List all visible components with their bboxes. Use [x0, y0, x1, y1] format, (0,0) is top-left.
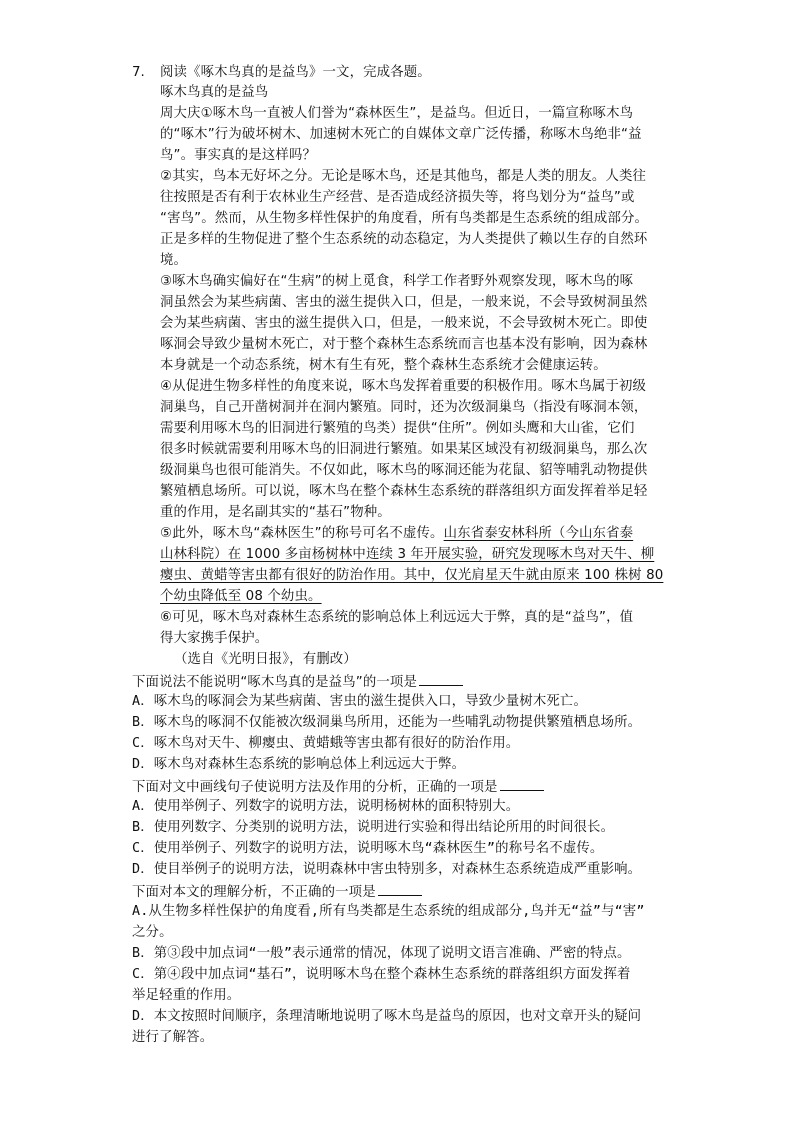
- answer-blank[interactable]: [378, 881, 422, 896]
- option-b[interactable]: B．使用列数字、分类别的说明方法，说明进行实验和得出结论所用的时间很长。: [132, 820, 615, 835]
- article-line: 洞虽然会为某些病菌、害虫的滋生提供入口，但是，一般来说，不会导致树洞虽然: [160, 295, 648, 310]
- article-line: “害鸟”。然而，从生物多样性保护的角度看，所有鸟类都是生态系统的组成部分。: [160, 211, 649, 226]
- underlined-sentence: 瘿虫、黄蜡等害虫都有很好的防治作用。其中，仅光肩星天牛就由原来 100 株树 80: [160, 568, 664, 583]
- article-line: 的“啄木”行为破坏树木、加速树木死亡的自媒体文章广泛传播，称啄木鸟绝非“益: [160, 127, 642, 142]
- article-line: 得大家携手保护。: [160, 631, 269, 646]
- article-line: 啄洞会导致少量树木死亡，对于整个森林生态系统而言也基本没有影响，因为森林: [160, 337, 648, 352]
- underlined-sentence: 山东省泰安林科所（今山东省泰: [443, 526, 634, 541]
- underlined-sentence: 山林科院）在 1000 多亩杨树林中连续 3 年开展实验，研究发现啄木鸟对天牛、柳: [160, 547, 655, 562]
- question-number: 7.: [132, 65, 145, 80]
- underlined-sentence: 个幼虫降低至 08 个幼虫。: [160, 589, 322, 604]
- article-line: 鸟”。事实真的是这样吗？: [160, 148, 317, 163]
- option-c-continued: 举足轻重的作用。: [132, 988, 241, 1003]
- option-a[interactable]: A．啄木鸟的啄洞会为某些病菌、害虫的滋生提供入口，导致少量树木死亡。: [132, 694, 588, 709]
- option-d[interactable]: D．本文按照时间顺序，条理清晰地说明了啄木鸟是益鸟的原因，也对文章开头的疑问: [132, 1009, 642, 1024]
- article-line: 周大庆①啄木鸟一直被人们誉为“森林医生”，是益鸟。但近日，一篇宣称啄木鸟: [160, 106, 634, 121]
- answer-blank[interactable]: [419, 671, 463, 686]
- option-b[interactable]: B．啄木鸟的啄洞不仅能被次级洞巢鸟所用，还能为一些哺乳动物提供繁殖栖息场所。: [132, 715, 642, 730]
- article-source: （选自《光明日报》，有删改）: [174, 652, 357, 667]
- option-c[interactable]: C．啄木鸟对天牛、柳瘿虫、黄蜡蛾等害虫都有很好的防治作用。: [132, 736, 520, 751]
- article-line: 会为某些病菌、害虫的滋生提供入口，但是，一般来说，不会导致树木死亡。即使: [160, 316, 648, 331]
- option-c[interactable]: C．第④段中加点词“基石”，说明啄木鸟在整个森林生态系统的群落组织方面发挥着: [132, 967, 631, 982]
- option-d-continued: 进行了解答。: [132, 1030, 214, 1045]
- sub-question-stem: 下面对文中画线句子使说明方法及作用的分析，正确的一项是: [132, 776, 544, 798]
- option-a-continued: 之分。: [132, 925, 173, 940]
- article-line: 繁殖栖息场所。可以说，啄木鸟在整个森林生态系统的群落组织方面发挥着举足轻: [160, 484, 648, 499]
- option-a[interactable]: A.从生物多样性保护的角度看,所有鸟类都是生态系统的组成部分,鸟并无“益”与“害”: [132, 904, 645, 919]
- article-line: ⑥可见，啄木鸟对森林生态系统的影响总体上利远远大于弊，真的是“益鸟”，值: [160, 610, 634, 625]
- question-intro: 阅读《啄木鸟真的是益鸟》一文，完成各题。: [160, 65, 431, 80]
- article-title: 啄木鸟真的是益鸟: [160, 85, 269, 100]
- option-b[interactable]: B．第③段中加点词“一般”表示通常的情况，体现了说明文语言准确、严密的特点。: [132, 946, 631, 961]
- paragraph-5-start: ⑤此外，啄木鸟“森林医生”的称号可名不虚传。: [160, 526, 444, 541]
- article-line: ③啄木鸟确实偏好在“生病”的树上觅食，科学工作者野外观察发现，啄木鸟的啄: [160, 274, 634, 289]
- article-line: 境。: [160, 253, 188, 268]
- sub-question-stem: 下面对本文的理解分析，不正确的一项是: [132, 881, 422, 903]
- article-line: 重的作用，是名副其实的“基石”物种。: [160, 505, 391, 520]
- paragraph-5-line: [160, 524, 633, 544]
- article-line: 本身就是一个动态系统，树木有生有死，整个森林生态系统才会健康运转。: [160, 358, 607, 373]
- option-d[interactable]: D．使目举例子的说明方法，说明森林中害虫特别多，对森林生态系统造成严重影响。: [132, 862, 642, 877]
- article-line: ②其实，鸟本无好坏之分。无论是啄木鸟，还是其他鸟，都是人类的朋友。人类往: [160, 169, 647, 184]
- option-a[interactable]: A．使用举例子、列数字的说明方法，说明杨树林的面积特别大。: [132, 799, 520, 814]
- article-line: 很多时候就需要利用啄木鸟的旧洞进行繁殖。如果某区域没有初级洞巢鸟，那么次: [160, 442, 648, 457]
- article-line: 洞巢鸟，自己开凿树洞并在洞内繁殖。同时，还为次级洞巢鸟（指没有啄洞本领，: [160, 400, 648, 415]
- option-c[interactable]: C．使用举例子、列数字的说明方法，说明啄木鸟“森林医生”的称号名不虚传。: [132, 841, 604, 856]
- article-line: 级洞巢鸟也很可能消失。不仅如此，啄木鸟的啄洞还能为花鼠、貂等哺乳动物提供: [160, 463, 648, 478]
- answer-blank[interactable]: [500, 776, 544, 791]
- option-d[interactable]: D．啄木鸟对森林生态系统的影响总体上利远远大于弊。: [132, 757, 466, 772]
- article-line: 需要利用啄木鸟的旧洞进行繁殖的鸟类）提供“住所”。例如头鹰和大山雀，它们: [160, 421, 635, 436]
- article-line: 正是多样的生物促进了整个生态系统的动态稳定，为人类提供了赖以生存的自然环: [160, 232, 648, 247]
- sub-question-stem: 下面说法不能说明“啄木鸟真的是益鸟”的一项是: [132, 671, 463, 693]
- article-line: 往按照是否有利于农林业生产经营、是否造成经济损失等，将鸟划分为“益鸟”或: [160, 190, 635, 205]
- article-line: ④从促进生物多样性的角度来说，啄木鸟发挥着重要的积极作用。啄木鸟属于初级: [160, 379, 647, 394]
